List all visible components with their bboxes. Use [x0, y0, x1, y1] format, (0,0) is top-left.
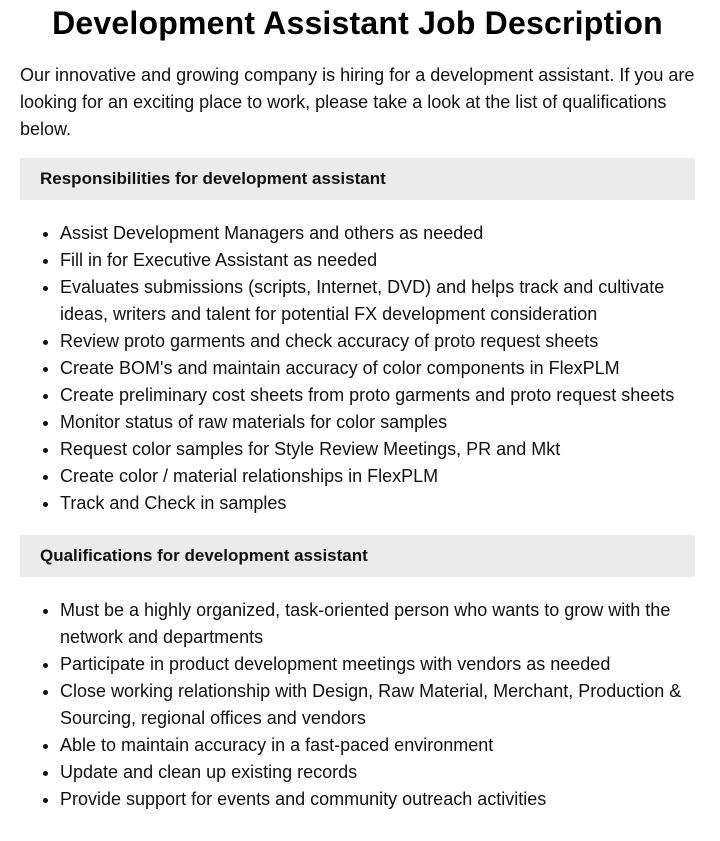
list-item: • Update and clean up existing records	[60, 759, 695, 786]
list-item: • Create color / material relationships in FlexPLM	[60, 463, 695, 490]
qualifications-list	[20, 597, 695, 813]
list-item: • Fill in for Executive Assistant as needed	[60, 247, 695, 274]
list-item: • Request color samples for Style Review Meetings, PR and Mkt	[60, 436, 695, 463]
list-item: • Participate in product development meetings with vendors as needed	[60, 651, 695, 678]
list-item: • Create BOM's and maintain accuracy of color components in FlexPLM	[60, 355, 695, 382]
qualifications-heading: Qualifications for development assistant	[20, 535, 695, 577]
list-item: • Monitor status of raw materials for color samples	[60, 409, 695, 436]
list-item: • Track and Check in samples	[60, 490, 695, 517]
intro-paragraph: Our innovative and growing company is hiring for a development assistant. If you are looking for an exciting place to work, please take a look at the list of qualifications below.	[20, 65, 695, 139]
page-title: Development Assistant Job Description	[52, 5, 663, 41]
list-item: • Assist Development Managers and others as needed	[60, 220, 695, 247]
responsibilities-list	[20, 220, 695, 517]
list-item: • Close working relationship with Design, Raw Material, Merchant, Production & Sourcing, regional offices and vendors	[60, 678, 695, 732]
list-item: • Evaluates submissions (scripts, Internet, DVD) and helps track and cultivate ideas, writers and talent for potential FX development consideration	[60, 274, 695, 328]
list-item: • Create preliminary cost sheets from proto garments and proto request sheets	[60, 382, 695, 409]
list-item: • Provide support for events and community outreach activities	[60, 786, 695, 813]
list-item: • Must be a highly organized, task-oriented person who wants to grow with the network and departments	[60, 597, 695, 651]
list-item: • Review proto garments and check accuracy of proto request sheets	[60, 328, 695, 355]
responsibilities-heading: Responsibilities for development assistant	[20, 158, 695, 200]
list-item: • Able to maintain accuracy in a fast-paced environment	[60, 732, 695, 759]
